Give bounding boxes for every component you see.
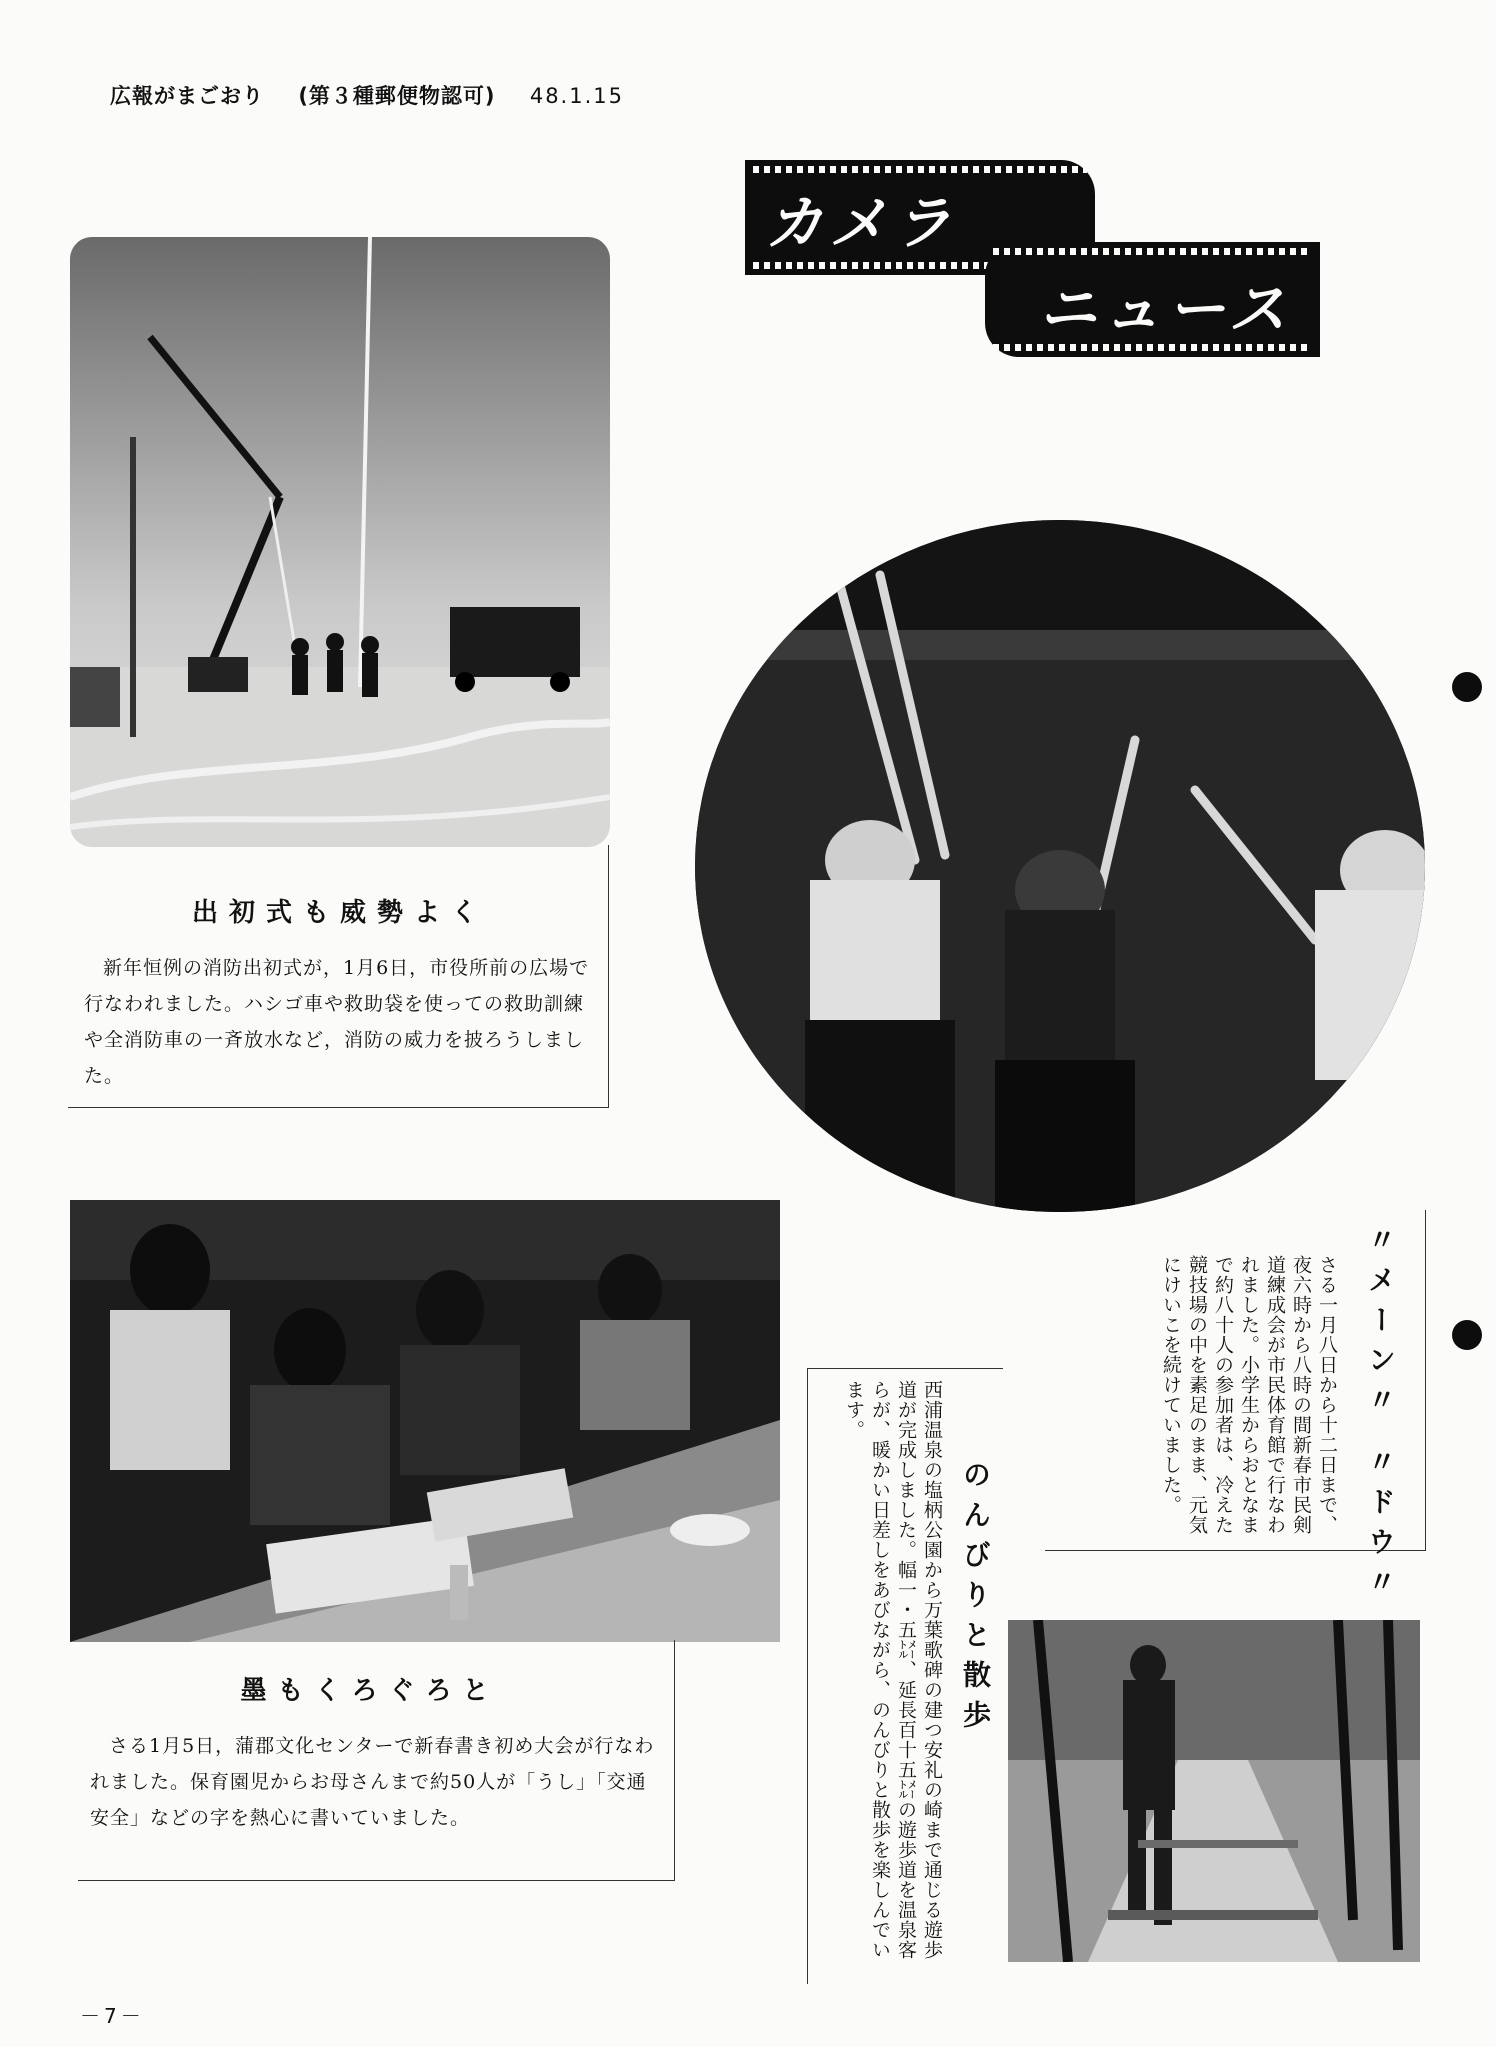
kendo-photo [695, 520, 1425, 1212]
film-strip-bottom [985, 242, 1320, 357]
page-header [110, 80, 650, 110]
kendo-caption-body: さる一月八日から十二日まで、夜六時から八時の間新春市民剣道練成会が市民体育館で行なわれました。小学生からおとなまで約八十人の参加者は、冷えた競技場の中を素足のまま、元気にけいこを続けていました。 [1160, 1255, 1338, 1535]
fire-caption-body: 新年恒例の消防出初式が，1月6日，市役所前の広場で行なわれました。ハシゴ車や救助袋を使っての救助訓練や全消防車の一斉放水など，消防の威力を披ろうしました。 [84, 957, 590, 1087]
calligraphy-photo [70, 1200, 780, 1642]
calligraphy-caption-body: さる1月5日，蒲郡文化センターで新春書き初め大会が行なわれました。保育園児からお母さんまで約50人が「うし」「交通安全」などの字を熱心に書いていました。 [90, 1735, 655, 1829]
fire-caption-title: 出初式も威勢よく [191, 898, 488, 928]
page-number: －7－ [80, 2004, 145, 2028]
kendo-caption-title: 〃メーン〃 〃ドウ〃 [1364, 1225, 1397, 1607]
camera-news-masthead [745, 160, 1325, 360]
walk-caption-body: 西浦温泉の塩柄公園から万葉歌碑の建つ安礼の崎まで通じる遊歩道が完成しました。幅一・五㍍、延長百十五㍍の遊歩道を温泉客らが、暖かい日差しをあびながら、のんびりと散歩を楽しんでいます。 [843, 1380, 943, 1960]
postal-permit: (第３種郵便物認可) [298, 84, 496, 108]
masthead-news: ニュース [1039, 275, 1293, 343]
decorative-dot-2 [1452, 1320, 1482, 1350]
walkway-photo [1008, 1620, 1420, 1962]
fire-drill-photo [70, 237, 610, 847]
walk-caption-title: のんびりと散歩 [959, 1460, 992, 1740]
calligraphy-caption-title: 墨もくろぐろと [240, 1676, 500, 1706]
masthead-camera: カメラ [765, 189, 958, 257]
publication-name: 広報がまごおり [110, 84, 264, 108]
decorative-dot-1 [1452, 672, 1482, 702]
issue-date: 48.1.15 [529, 84, 624, 108]
